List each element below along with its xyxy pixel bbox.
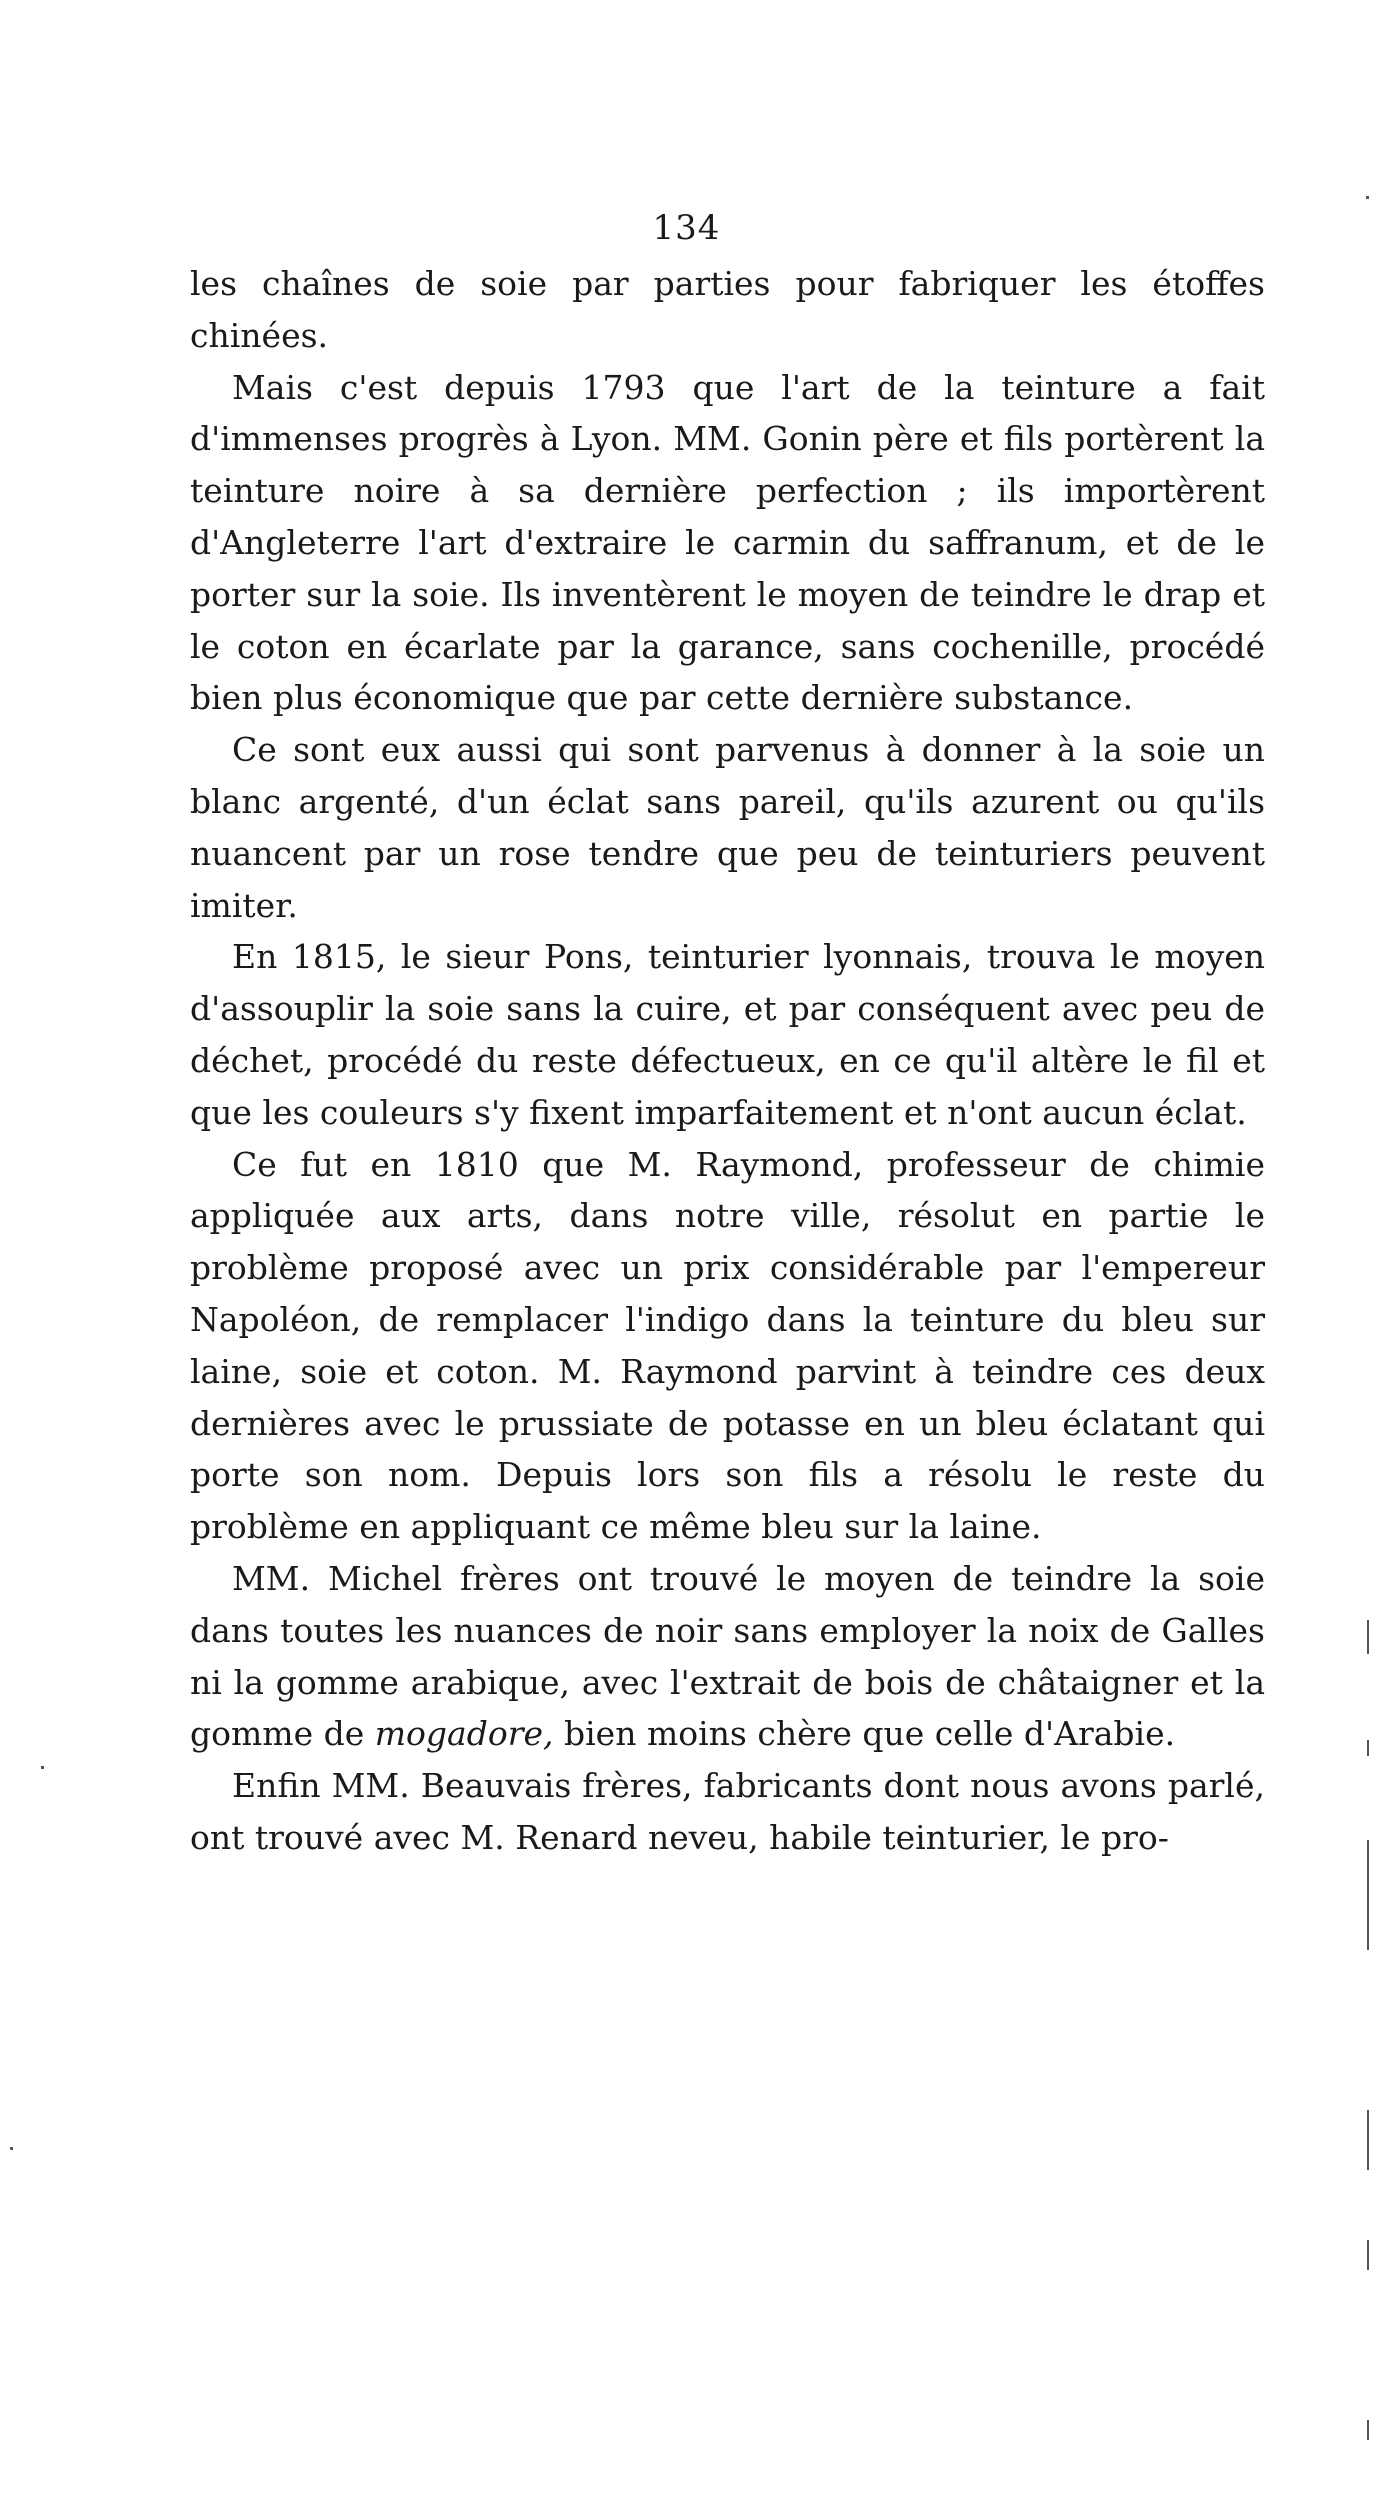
paragraph: En 1815, le sieur Pons, teinturier lyonnais, trouva le moyen d'assouplir la soie sans la cuire, et par conséquent avec peu de déchet, procédé du reste défectueux, en ce qu'il altère le fil et que les couleurs s'y fixent imparfaitement et n'ont aucun éclat.: [190, 937, 1265, 1132]
scan-mark: [1367, 1620, 1369, 1654]
body-text: [190, 258, 1265, 1864]
page-number: 134: [652, 208, 721, 248]
paragraph: Ce fut en 1810 que M. Raymond, professeur de chimie appliquée aux arts, dans notre ville, résolut en partie le problème proposé avec un prix considérable par l'empereur Napoléon, de remplacer l'indigo dans la teinture du bleu sur laine, soie et coton. M. Raymond parvint à teindre ces deux dernières avec le prussiate de potasse en un bleu éclatant qui porte son nom. Depuis lors son fils a résolu le reste du problème en appliquant ce même bleu sur la laine.: [190, 1144, 1265, 1547]
scan-mark: [41, 1766, 44, 1769]
italic-word: mogadore,: [374, 1714, 554, 1754]
scan-mark: [1367, 1840, 1369, 1950]
paragraph: Ce sont eux aussi qui sont parvenus à donner à la soie un blanc argenté, d'un éclat sans pareil, qu'ils azurent ou qu'ils nuancent par un rose tendre que peu de teinturiers peuvent imiter.: [190, 730, 1265, 925]
scan-mark: [1367, 2110, 1369, 2170]
paragraph: [190, 1553, 1265, 1760]
paragraph: les chaînes de soie par parties pour fabriquer les étoffes chinées.: [190, 264, 1265, 355]
scan-mark: [1367, 2240, 1369, 2270]
paragraph: Mais c'est depuis 1793 que l'art de la teinture a fait d'immenses progrès à Lyon. MM. Gonin père et fils portèrent la teinture noire à sa dernière perfection ; ils importèrent d'Angleterre l'art d'extraire le carmin du saffranum, et de le porter sur la soie. Ils inventèrent le moyen de teindre le drap et le coton en écarlate par la garance, sans cochenille, procédé bien plus économique que par cette dernière substance.: [190, 367, 1265, 718]
scan-mark: [1366, 196, 1369, 199]
paragraph-text: MM. Michel frères ont trouvé le moyen de teindre la soie dans toutes les nuances de noir sans employer la noix de Galles ni la gomme arabique, avec l'extrait de bois de châtaigner et la gomme de: [190, 1558, 1265, 1754]
scan-mark: [1367, 1740, 1369, 1756]
scan-mark: [1367, 2420, 1369, 2440]
paragraph: Enfin MM. Beauvais frères, fabricants dont nous avons parlé, ont trouvé avec M. Renard neveu, habile teinturier, le pro-: [190, 1766, 1265, 1857]
scan-mark: [10, 2147, 13, 2150]
paragraph-text: bien moins chère que celle d'Arabie.: [553, 1714, 1176, 1754]
